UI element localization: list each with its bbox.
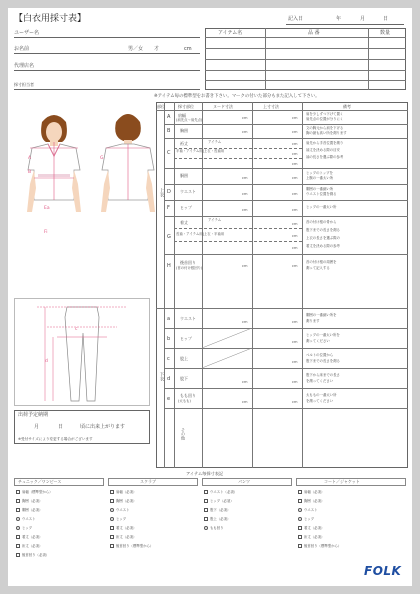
row-note: 首の付け根の骨から — [306, 220, 337, 224]
row-sub: 半袖・アイテム用|上衣・長袖用 — [176, 149, 225, 153]
row-note: ウエスト位置を測る — [306, 192, 337, 196]
unit: cm — [242, 400, 248, 404]
date-year: 年 — [336, 16, 342, 22]
user-label: ユーザー名 — [14, 30, 40, 36]
checkbox[interactable] — [16, 553, 20, 557]
delivery-label: 出荷予定納期 — [18, 412, 49, 418]
checkbox[interactable] — [298, 544, 302, 548]
items-header-qty: 数量 — [380, 30, 391, 36]
checkbox[interactable] — [110, 535, 114, 539]
check-label: 後首回り（標準型から） — [304, 544, 342, 548]
row-divider — [164, 200, 408, 201]
row-divider — [164, 138, 408, 139]
checkbox[interactable] — [298, 490, 302, 494]
checkbox[interactable] — [204, 517, 208, 521]
check-label: 胴囲（必須） — [22, 508, 43, 512]
row-divider — [164, 388, 408, 389]
row-note: 測ります — [306, 319, 320, 323]
bottom-title: アイテム毎採寸表記 — [186, 471, 224, 476]
items-row-divider — [205, 59, 406, 60]
check-label: ウエスト — [116, 508, 130, 512]
age-label: 才 — [154, 46, 160, 52]
row-part: ウエスト — [180, 189, 196, 194]
row-note: 文の胸元から肩を下げる — [306, 126, 344, 130]
table-col-divider — [302, 102, 303, 468]
unit: cm — [292, 116, 298, 120]
table-col-divider — [252, 102, 253, 468]
marker-Ea: Ea — [44, 206, 50, 211]
instruction-note: ※アイテム毎の標準型をお書き下さい。マークの付いた部分もまた記入して下さい。 — [154, 94, 320, 99]
check-label: ヒップ — [116, 517, 127, 521]
items-header-item: アイテム名 — [218, 30, 243, 36]
items-header-code: 品 番 — [308, 30, 320, 36]
section-divider — [156, 308, 408, 309]
row-divider — [164, 168, 408, 169]
unit: cm — [242, 116, 248, 120]
marker-c: c — [75, 327, 78, 332]
row-part: 胴囲 — [180, 173, 188, 178]
sub-divider — [174, 241, 302, 242]
row-divider — [164, 328, 408, 329]
measurement-sheet — [8, 8, 412, 586]
row-code: b — [167, 336, 171, 342]
check-label: ウエスト — [22, 517, 36, 521]
checkbox[interactable] — [204, 490, 208, 494]
unit: cm — [242, 320, 248, 324]
unit: cm — [292, 400, 298, 404]
check-label: ヒップ（必須） — [210, 499, 234, 503]
row-note: 肩を少しずつ下げて置く — [306, 112, 344, 116]
row-code: C — [167, 150, 171, 156]
check-label: 股上（必須） — [210, 517, 231, 521]
row-aux: アイテム — [208, 140, 222, 144]
row-note: 測って記入する — [306, 266, 330, 270]
measurement-table[interactable] — [156, 102, 408, 468]
th-measure: 採寸部位 — [178, 104, 194, 109]
check-label: ヒップ — [304, 517, 315, 521]
th-finished: 上寸寸法 — [263, 104, 279, 109]
row-note: 着丈を決める際の参考 — [306, 244, 340, 248]
radio[interactable] — [298, 508, 302, 512]
row-note: 上腕の一番太い所 — [306, 176, 334, 180]
unit: cm — [292, 192, 298, 196]
row-note: 首の付け根の周囲を — [306, 260, 337, 264]
unit: cm — [242, 130, 248, 134]
measurer-field[interactable] — [14, 89, 200, 90]
row-aux: アイテム — [208, 218, 222, 222]
row-part: 股下 — [180, 376, 188, 381]
user-field[interactable] — [14, 37, 200, 38]
delivery-suffix: 頃に出来上がります — [80, 424, 126, 430]
checkbox[interactable] — [204, 508, 208, 512]
checkbox[interactable] — [16, 544, 20, 548]
unit: cm — [242, 208, 248, 212]
row-code: G — [167, 234, 171, 240]
row-note: を測ってください — [306, 399, 334, 403]
unit: cm — [242, 192, 248, 196]
pants-illustration — [27, 303, 137, 403]
check-label: 肩幅（必須） — [304, 490, 325, 494]
delivery-day: 日 — [58, 424, 64, 430]
radio[interactable] — [16, 526, 20, 530]
row-note: 肩先から手首位置を測り — [306, 141, 344, 145]
unit: cm — [292, 152, 298, 156]
unit: cm — [292, 340, 298, 344]
row-part: ウエスト — [180, 316, 196, 321]
date-month: 月 — [360, 16, 366, 22]
check-label: ヒップ — [22, 526, 33, 530]
row-part: 着丈 — [180, 220, 188, 225]
row-code: H — [167, 263, 171, 269]
row-note: ヒップの一番太い所を — [306, 333, 340, 337]
items-row-divider — [205, 48, 406, 49]
row-part: ヒップ — [180, 205, 192, 210]
date-field[interactable] — [286, 24, 404, 25]
row-note: 股下までの長さを測る — [306, 359, 340, 363]
unit: cm — [242, 264, 248, 268]
check-label: 裄丈（必須） — [304, 535, 325, 539]
unit: cm — [292, 162, 298, 166]
checkbox[interactable] — [110, 490, 114, 494]
row-divider — [164, 124, 408, 125]
unit: cm — [292, 130, 298, 134]
checkbox[interactable] — [16, 535, 20, 539]
other-label: その他 — [181, 428, 186, 440]
row-note: 太ももの一番太い所 — [306, 393, 337, 397]
unit: cm — [292, 264, 298, 268]
row-code: B — [167, 128, 171, 134]
checkbox[interactable] — [298, 499, 302, 503]
check-label: もも回り — [210, 526, 224, 530]
check-label: 肩幅（必須） — [116, 490, 137, 494]
check-label: 着丈（必須） — [116, 526, 137, 530]
check-label: 胸囲（必須） — [304, 499, 325, 503]
row-note: 測ってください — [306, 339, 330, 343]
th-remarks: 備考 — [343, 104, 351, 109]
folk-logo: FOLK — [364, 564, 402, 578]
lower-figure-frame — [14, 298, 150, 406]
row-note: を測ってください — [306, 379, 334, 383]
category-name: チュニック／ワンピース — [18, 479, 62, 484]
measurer-label: 採寸担当者 — [14, 82, 34, 87]
row-divider — [164, 408, 408, 409]
check-label: 裄丈（必須） — [116, 535, 137, 539]
marker-B: B — [28, 170, 32, 175]
row-code: a — [167, 316, 171, 322]
row-note: 肩先点の位置が分りにく — [306, 117, 344, 121]
row-sub: 長袖・アイテム用|上衣・半袖用 — [176, 232, 225, 236]
agency-label: 代理店名 — [14, 63, 35, 69]
check-label: ウエスト — [304, 508, 318, 512]
row-divider — [164, 216, 408, 217]
row-code: e — [167, 396, 171, 402]
row-part: 胸囲 — [180, 128, 188, 133]
check-label: 胸囲（必須） — [116, 499, 137, 503]
row-code: c — [167, 356, 170, 362]
table-header-divider — [156, 110, 408, 111]
marker-Fi: Fi — [44, 230, 48, 235]
row-note: 股下までの長さを測る — [306, 228, 340, 232]
row-note: 胴囲の一番細い所を — [306, 313, 337, 317]
row-divider — [164, 184, 408, 185]
name-field[interactable] — [14, 53, 200, 54]
row-note: 袖丈を決める際の目安 — [306, 148, 340, 152]
unit: cm — [292, 142, 298, 146]
back-body-illustration — [96, 108, 160, 258]
radio[interactable] — [204, 526, 208, 530]
row-sub: (太もも) — [178, 399, 191, 403]
row-divider — [164, 368, 408, 369]
checkbox[interactable] — [110, 544, 114, 548]
delivery-note: ※受付サイズにより変更する場合がございます — [18, 437, 93, 441]
table-col-divider — [174, 102, 175, 468]
check-label: ウエスト（必須） — [210, 490, 238, 494]
checkbox[interactable] — [16, 499, 20, 503]
row-note: 袖の長さを選ぶ際の参考 — [306, 155, 344, 159]
check-label: 後首回り（標準型から） — [116, 544, 154, 548]
agency-field[interactable] — [14, 70, 200, 71]
radio[interactable] — [16, 517, 20, 521]
row-code: d — [167, 376, 171, 382]
sex-label: 男／女 — [128, 46, 144, 52]
checkbox[interactable] — [298, 535, 302, 539]
table-col-divider — [202, 102, 203, 468]
unit: cm — [292, 380, 298, 384]
sheet-title: 【白衣用採寸表】 — [14, 14, 87, 24]
date-day: 日 — [383, 16, 389, 22]
table-col-divider — [164, 102, 165, 468]
check-label: 肩幅（標準型から） — [22, 490, 53, 494]
checkbox[interactable] — [298, 526, 302, 530]
unit: cm — [292, 360, 298, 364]
radio[interactable] — [110, 508, 114, 512]
row-note: ヒップのトップを — [306, 171, 333, 175]
check-label: 裄丈（必須） — [22, 544, 43, 548]
radio[interactable] — [298, 517, 302, 521]
lower-section-label: 下衣 — [159, 372, 164, 381]
row-divider — [164, 348, 408, 349]
th-part: 部位 — [157, 104, 165, 109]
row-code: A — [167, 114, 171, 120]
marker-d: d — [45, 359, 48, 364]
name-label: お名前 — [14, 46, 30, 52]
items-row-divider — [205, 70, 406, 71]
check-label: 胸囲（必須） — [22, 499, 43, 503]
row-note: ヒップの一番太い所 — [306, 205, 337, 209]
category-name: コート／ジャケット — [324, 479, 360, 484]
check-label: 後首回り（必須） — [22, 553, 50, 557]
unit: cm — [292, 320, 298, 324]
check-label: 着丈（必須） — [22, 535, 43, 539]
row-code: D — [167, 189, 171, 195]
row-note: ベルトの位置から — [306, 353, 334, 357]
category-name: スクラブ — [140, 479, 156, 484]
th-nude: ヌード寸法 — [213, 104, 233, 109]
row-part: 裄丈 — [180, 141, 188, 146]
marker-G: G — [100, 156, 104, 161]
items-row-divider — [205, 37, 406, 38]
category-name: パンツ — [238, 479, 250, 484]
upper-section-label: 上衣 — [159, 188, 164, 197]
row-sub: (肩先点～肩先点) — [176, 118, 203, 122]
delivery-month: 月 — [34, 424, 40, 430]
radio[interactable] — [110, 517, 114, 521]
row-note: 胴囲の一番細い所 — [306, 187, 334, 191]
row-part: ヒップ — [180, 336, 192, 341]
checkbox[interactable] — [204, 499, 208, 503]
unit: cm — [292, 176, 298, 180]
row-divider — [164, 254, 408, 255]
row-sub: (首の付け根回り) — [176, 266, 203, 270]
sub-divider — [174, 158, 302, 159]
checkbox[interactable] — [16, 490, 20, 494]
row-part: 股上 — [180, 356, 188, 361]
check-label: 股下（必須） — [210, 508, 231, 512]
checkbox[interactable] — [16, 508, 20, 512]
row-part: 肩幅 — [178, 113, 186, 118]
front-body-illustration — [22, 108, 86, 258]
height-unit: cm — [184, 46, 192, 52]
sub-divider — [174, 228, 302, 229]
row-code: F — [167, 205, 170, 211]
unit: cm — [292, 234, 298, 238]
row-part: 後首回り — [180, 260, 196, 265]
check-label: 着丈（必須） — [304, 526, 325, 530]
row-note: 胸の最も高い所を測ります — [306, 131, 347, 135]
marker-A: A — [28, 156, 32, 161]
checkbox[interactable] — [110, 499, 114, 503]
row-note: 股下から床までの長さ — [306, 373, 340, 377]
items-row-divider — [205, 80, 406, 81]
unit: cm — [292, 246, 298, 250]
date-label: 記入日 — [288, 16, 304, 22]
row-note: 上衣の長さを選ぶ際の — [306, 236, 340, 240]
unit: cm — [292, 222, 298, 226]
diagonal-strike — [202, 328, 252, 368]
row-part: もも回り — [180, 393, 196, 398]
unit: cm — [242, 380, 248, 384]
unit: cm — [242, 176, 248, 180]
checkbox[interactable] — [110, 526, 114, 530]
unit: cm — [292, 208, 298, 212]
